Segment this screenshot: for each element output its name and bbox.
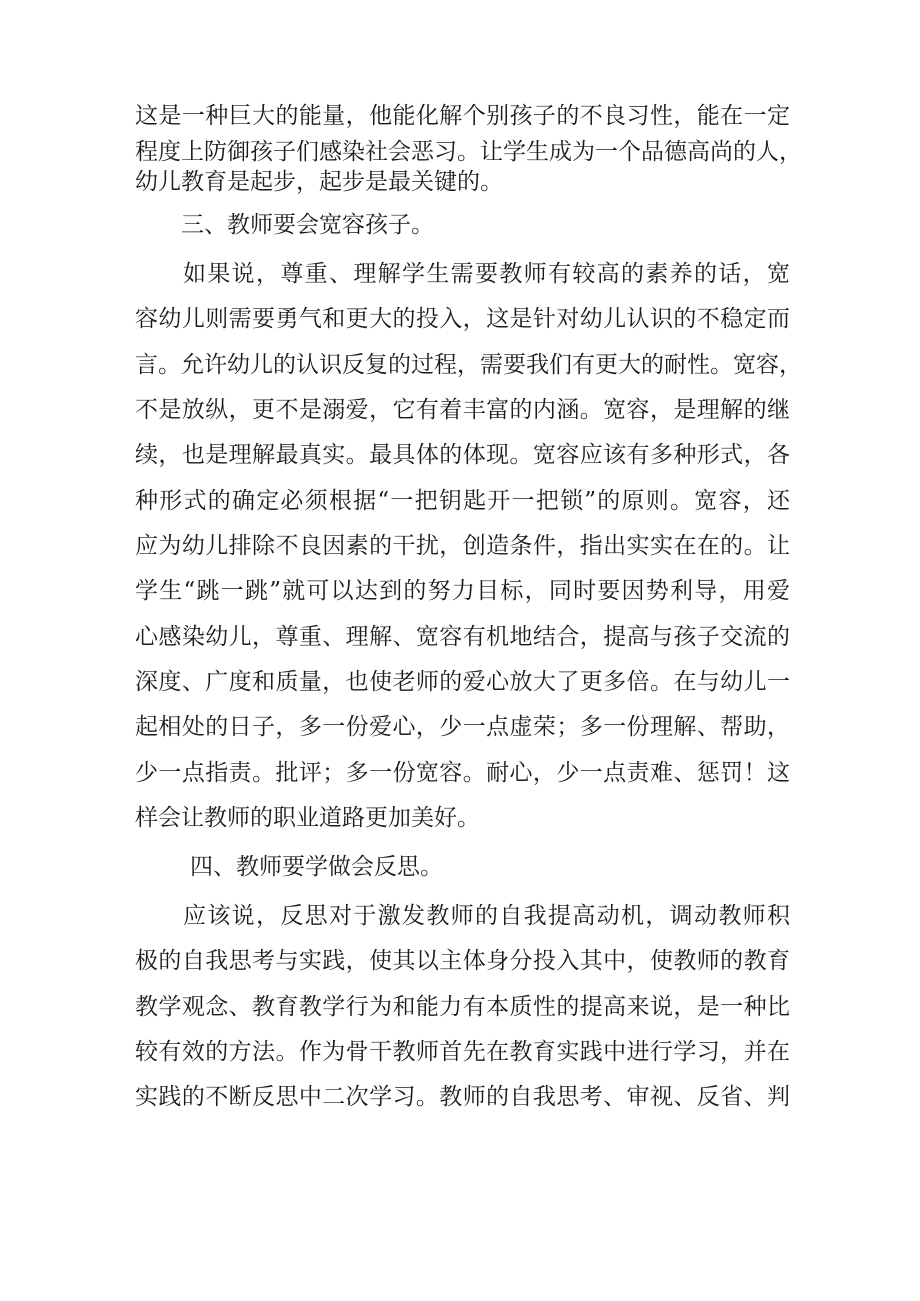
paragraph-1-line-2: 程度上防御孩子们感染社会恶习。让学生成为一个品德高尚的人， [135, 139, 802, 165]
section-heading-3: 三、教师要会宽容孩子。 [181, 212, 434, 238]
paragraph-2-line-13: 样会让教师的职业道路更加美好。 [135, 805, 480, 831]
section-heading-4: 四、教师要学做会反思。 [190, 854, 443, 880]
paragraph-3-line-2: 极的自我思考与实践，使其以主体身分投入其中，使教师的教育 [135, 948, 790, 974]
paragraph-2-line-6: 种形式的确定必须根据“一把钥匙开一把锁”的原则。宽容，还 [135, 488, 790, 514]
paragraph-2-line-1: 如果说，尊重、理解学生需要教师有较高的素养的话，宽 [183, 261, 790, 287]
paragraph-2-line-8: 学生“跳一跳”就可以达到的努力目标，同时要因势利导，用爱 [135, 578, 790, 604]
paragraph-3-line-4: 较有效的方法。作为骨干教师首先在教育实践中进行学习，并在 [135, 1039, 790, 1065]
paragraph-2-line-3: 言。允许幼儿的认识反复的过程，需要我们有更大的耐性。宽容， [135, 352, 802, 378]
paragraph-1-line-1: 这是一种巨大的能量，他能化解个别孩子的不良习性，能在一定 [135, 103, 790, 129]
paragraph-2-line-2: 容幼儿则需要勇气和更大的投入，这是针对幼儿认识的不稳定而 [135, 306, 790, 332]
paragraph-2-line-9: 心感染幼儿，尊重、理解、宽容有机地结合，提高与孩子交流的 [135, 624, 790, 650]
paragraph-2-line-5: 续，也是理解最真实。最具体的体现。宽容应该有多种形式，各 [135, 442, 790, 468]
paragraph-2-line-7: 应为幼儿排除不良因素的干扰，创造条件，指出实实在在的。让 [135, 533, 790, 559]
paragraph-3-line-5: 实践的不断反思中二次学习。教师的自我思考、审视、反省、判 [135, 1084, 790, 1110]
paragraph-2-line-12: 少一点指责。批评；多一份宽容。耐心，少一点责难、惩罚！这 [135, 760, 790, 786]
paragraph-1-line-3: 幼儿教育是起步，起步是最关键的。 [135, 169, 503, 195]
paragraph-2-line-10: 深度、广度和质量，也使老师的爱心放大了更多倍。在与幼儿一 [135, 669, 790, 695]
paragraph-2-line-11: 起相处的日子，多一份爱心，少一点虚荣；多一份理解、帮助， [135, 714, 790, 740]
paragraph-2-line-4: 不是放纵，更不是溺爱，它有着丰富的内涵。宽容，是理解的继 [135, 397, 790, 423]
paragraph-3-line-1: 应该说，反思对于激发教师的自我提高动机，调动教师积 [183, 903, 790, 929]
paragraph-3-line-3: 教学观念、教育教学行为和能力有本质性的提高来说，是一种比 [135, 994, 790, 1020]
